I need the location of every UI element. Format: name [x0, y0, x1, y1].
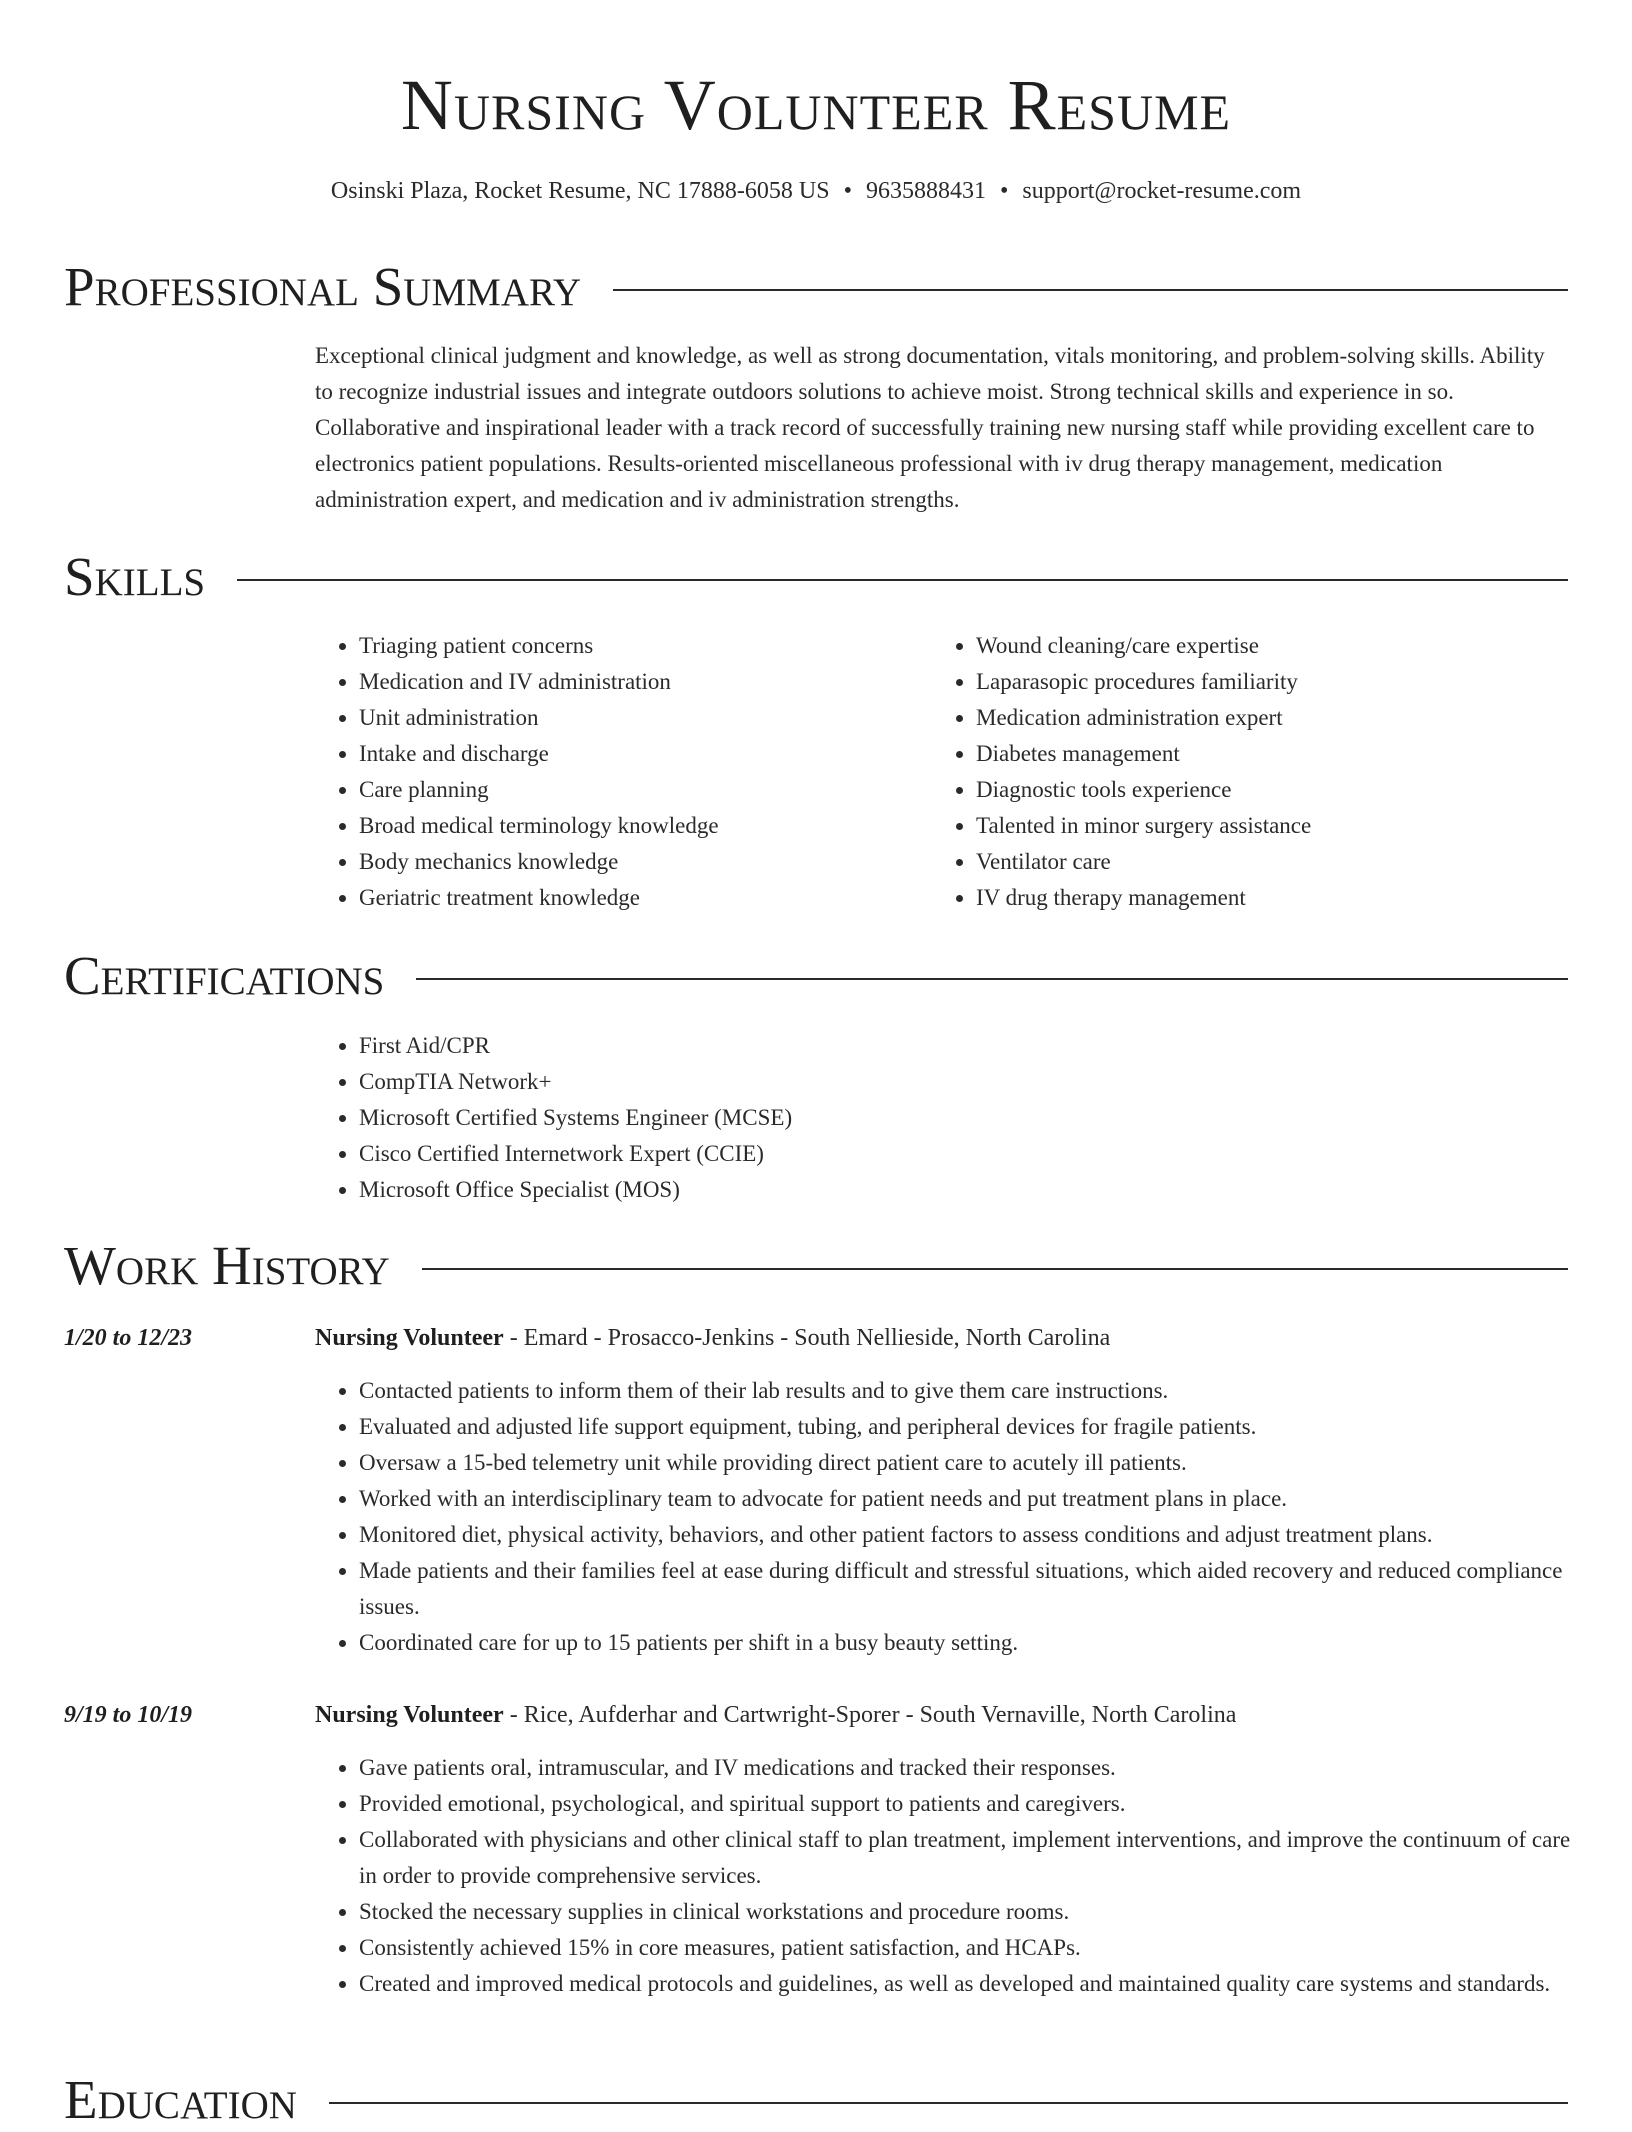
list-item: • Stocked the necessary supplies in clinical workstations and procedure rooms. [359, 1894, 1575, 1930]
list-item: • Created and improved medical protocols and guidelines, as well as developed and maintained quality care systems and standards. [359, 1966, 1575, 2002]
summary-text: Exceptional clinical judgment and knowledge, as well as strong documentation, vitals monitoring, and problem-solving skills. Ability to recognize industrial issues and integrate outdoors solutions to achieve moist. Strong technical skills and experience in so. Collaborative and inspirational leader with a track record of successfully training new nursing staff while providing excellent care to electronics patient populations. Results-oriented miscellaneous professional with iv drug therapy management, medication administration expert, and medication and iv administration strengths. [315, 343, 1545, 512]
list-item: • CompTIA Network+ [359, 1064, 1315, 1100]
skills-section-header [64, 545, 1568, 609]
contact-separator: • [999, 178, 1009, 204]
certifications-list [315, 1028, 1315, 1208]
contact-email: support@rocket-resume.com [1022, 178, 1302, 204]
contact-line [0, 176, 1632, 206]
list-item: • Oversaw a 15-bed telemetry unit while providing direct patient care to acutely ill patients. [359, 1445, 1575, 1481]
list-item: • Intake and discharge [359, 736, 915, 772]
list-item: • Gave patients oral, intramuscular, and IV medications and tracked their responses. [359, 1750, 1575, 1786]
job-employer: - Rice, Aufderhar and Cartwright-Sporer - South Vernaville, North Carolina [503, 1702, 1237, 1728]
contact-address: Osinski Plaza, Rocket Resume, NC 17888-6058 US [330, 178, 830, 204]
list-item: • Body mechanics knowledge [359, 844, 915, 880]
job-duties [315, 1750, 1575, 2002]
certifications-section-header [64, 944, 1568, 1008]
list-item: • Evaluated and adjusted life support equipment, tubing, and peripheral devices for fragile patients. [359, 1409, 1575, 1445]
list-item: • Consistently achieved 15% in core measures, patient satisfaction, and HCAPs. [359, 1930, 1575, 1966]
section-divider [237, 579, 1568, 581]
section-divider [422, 1268, 1568, 1270]
list-item: • Medication administration expert [976, 700, 1532, 736]
list-item: • Microsoft Office Specialist (MOS) [359, 1172, 1315, 1208]
list-item: • Talented in minor surgery assistance [976, 808, 1532, 844]
list-item: • Care planning [359, 772, 915, 808]
list-item: • Diagnostic tools experience [976, 772, 1532, 808]
summary-section-header [64, 255, 1568, 319]
list-item: • Contacted patients to inform them of their lab results and to give them care instructions. [359, 1373, 1575, 1409]
list-item: • Collaborated with physicians and other clinical staff to plan treatment, implement interventions, and improve the continuum of care in order to provide comprehensive services. [359, 1822, 1575, 1894]
list-item: • Wound cleaning/care expertise [976, 628, 1532, 664]
education-section-header [64, 2068, 1568, 2132]
certifications-heading: Certifications [64, 945, 385, 1006]
job-title [315, 1322, 1110, 1354]
list-item: • Triaging patient concerns [359, 628, 915, 664]
job-role: Nursing Volunteer [315, 1325, 504, 1351]
list-item: • IV drug therapy management [976, 880, 1532, 916]
work-heading: Work History [64, 1235, 390, 1296]
section-divider [613, 289, 1568, 291]
job-employer: - Emard - Prosacco-Jenkins - South Nellieside, North Carolina [503, 1325, 1111, 1351]
resume-title: Nursing Volunteer Resume [400, 65, 1232, 145]
list-item: • Medication and IV administration [359, 664, 915, 700]
job-duties [315, 1373, 1575, 1661]
section-divider [329, 2102, 1568, 2104]
skills-heading: Skills [64, 546, 206, 607]
list-item: • Cisco Certified Internetwork Expert (CCIE) [359, 1136, 1315, 1172]
list-item: • Coordinated care for up to 15 patients per shift in a busy beauty setting. [359, 1625, 1575, 1661]
job-role: Nursing Volunteer [315, 1702, 504, 1728]
list-item: • Microsoft Certified Systems Engineer (MCSE) [359, 1100, 1315, 1136]
list-item: • Geriatric treatment knowledge [359, 880, 915, 916]
skills-list-left [315, 628, 915, 916]
job-title [315, 1699, 1236, 1731]
list-item: • Made patients and their families feel at ease during difficult and stressful situations, which aided recovery and reduced compliance issues. [359, 1553, 1575, 1625]
job-dates: 1/20 to 12/23 [64, 1325, 193, 1351]
list-item: • Worked with an interdisciplinary team to advocate for patient needs and put treatment plans in place. [359, 1481, 1575, 1517]
contact-phone: 9635888431 [865, 178, 986, 204]
list-item: • Broad medical terminology knowledge [359, 808, 915, 844]
list-item: • Provided emotional, psychological, and spiritual support to patients and caregivers. [359, 1786, 1575, 1822]
section-divider [416, 978, 1568, 980]
contact-separator: • [843, 178, 852, 204]
list-item: • Monitored diet, physical activity, behaviors, and other patient factors to assess conditions and adjust treatment plans. [359, 1517, 1575, 1553]
list-item: • Laparasopic procedures familiarity [976, 664, 1532, 700]
job-dates: 9/19 to 10/19 [64, 1702, 193, 1728]
list-item: • Unit administration [359, 700, 915, 736]
education-heading: Education [64, 2069, 297, 2130]
skills-list-right [932, 628, 1532, 916]
list-item: • Diabetes management [976, 736, 1532, 772]
list-item: • Ventilator care [976, 844, 1532, 880]
work-section-header [64, 1234, 1568, 1298]
list-item: • First Aid/CPR [359, 1028, 1315, 1064]
summary-heading: Professional Summary [64, 256, 582, 317]
